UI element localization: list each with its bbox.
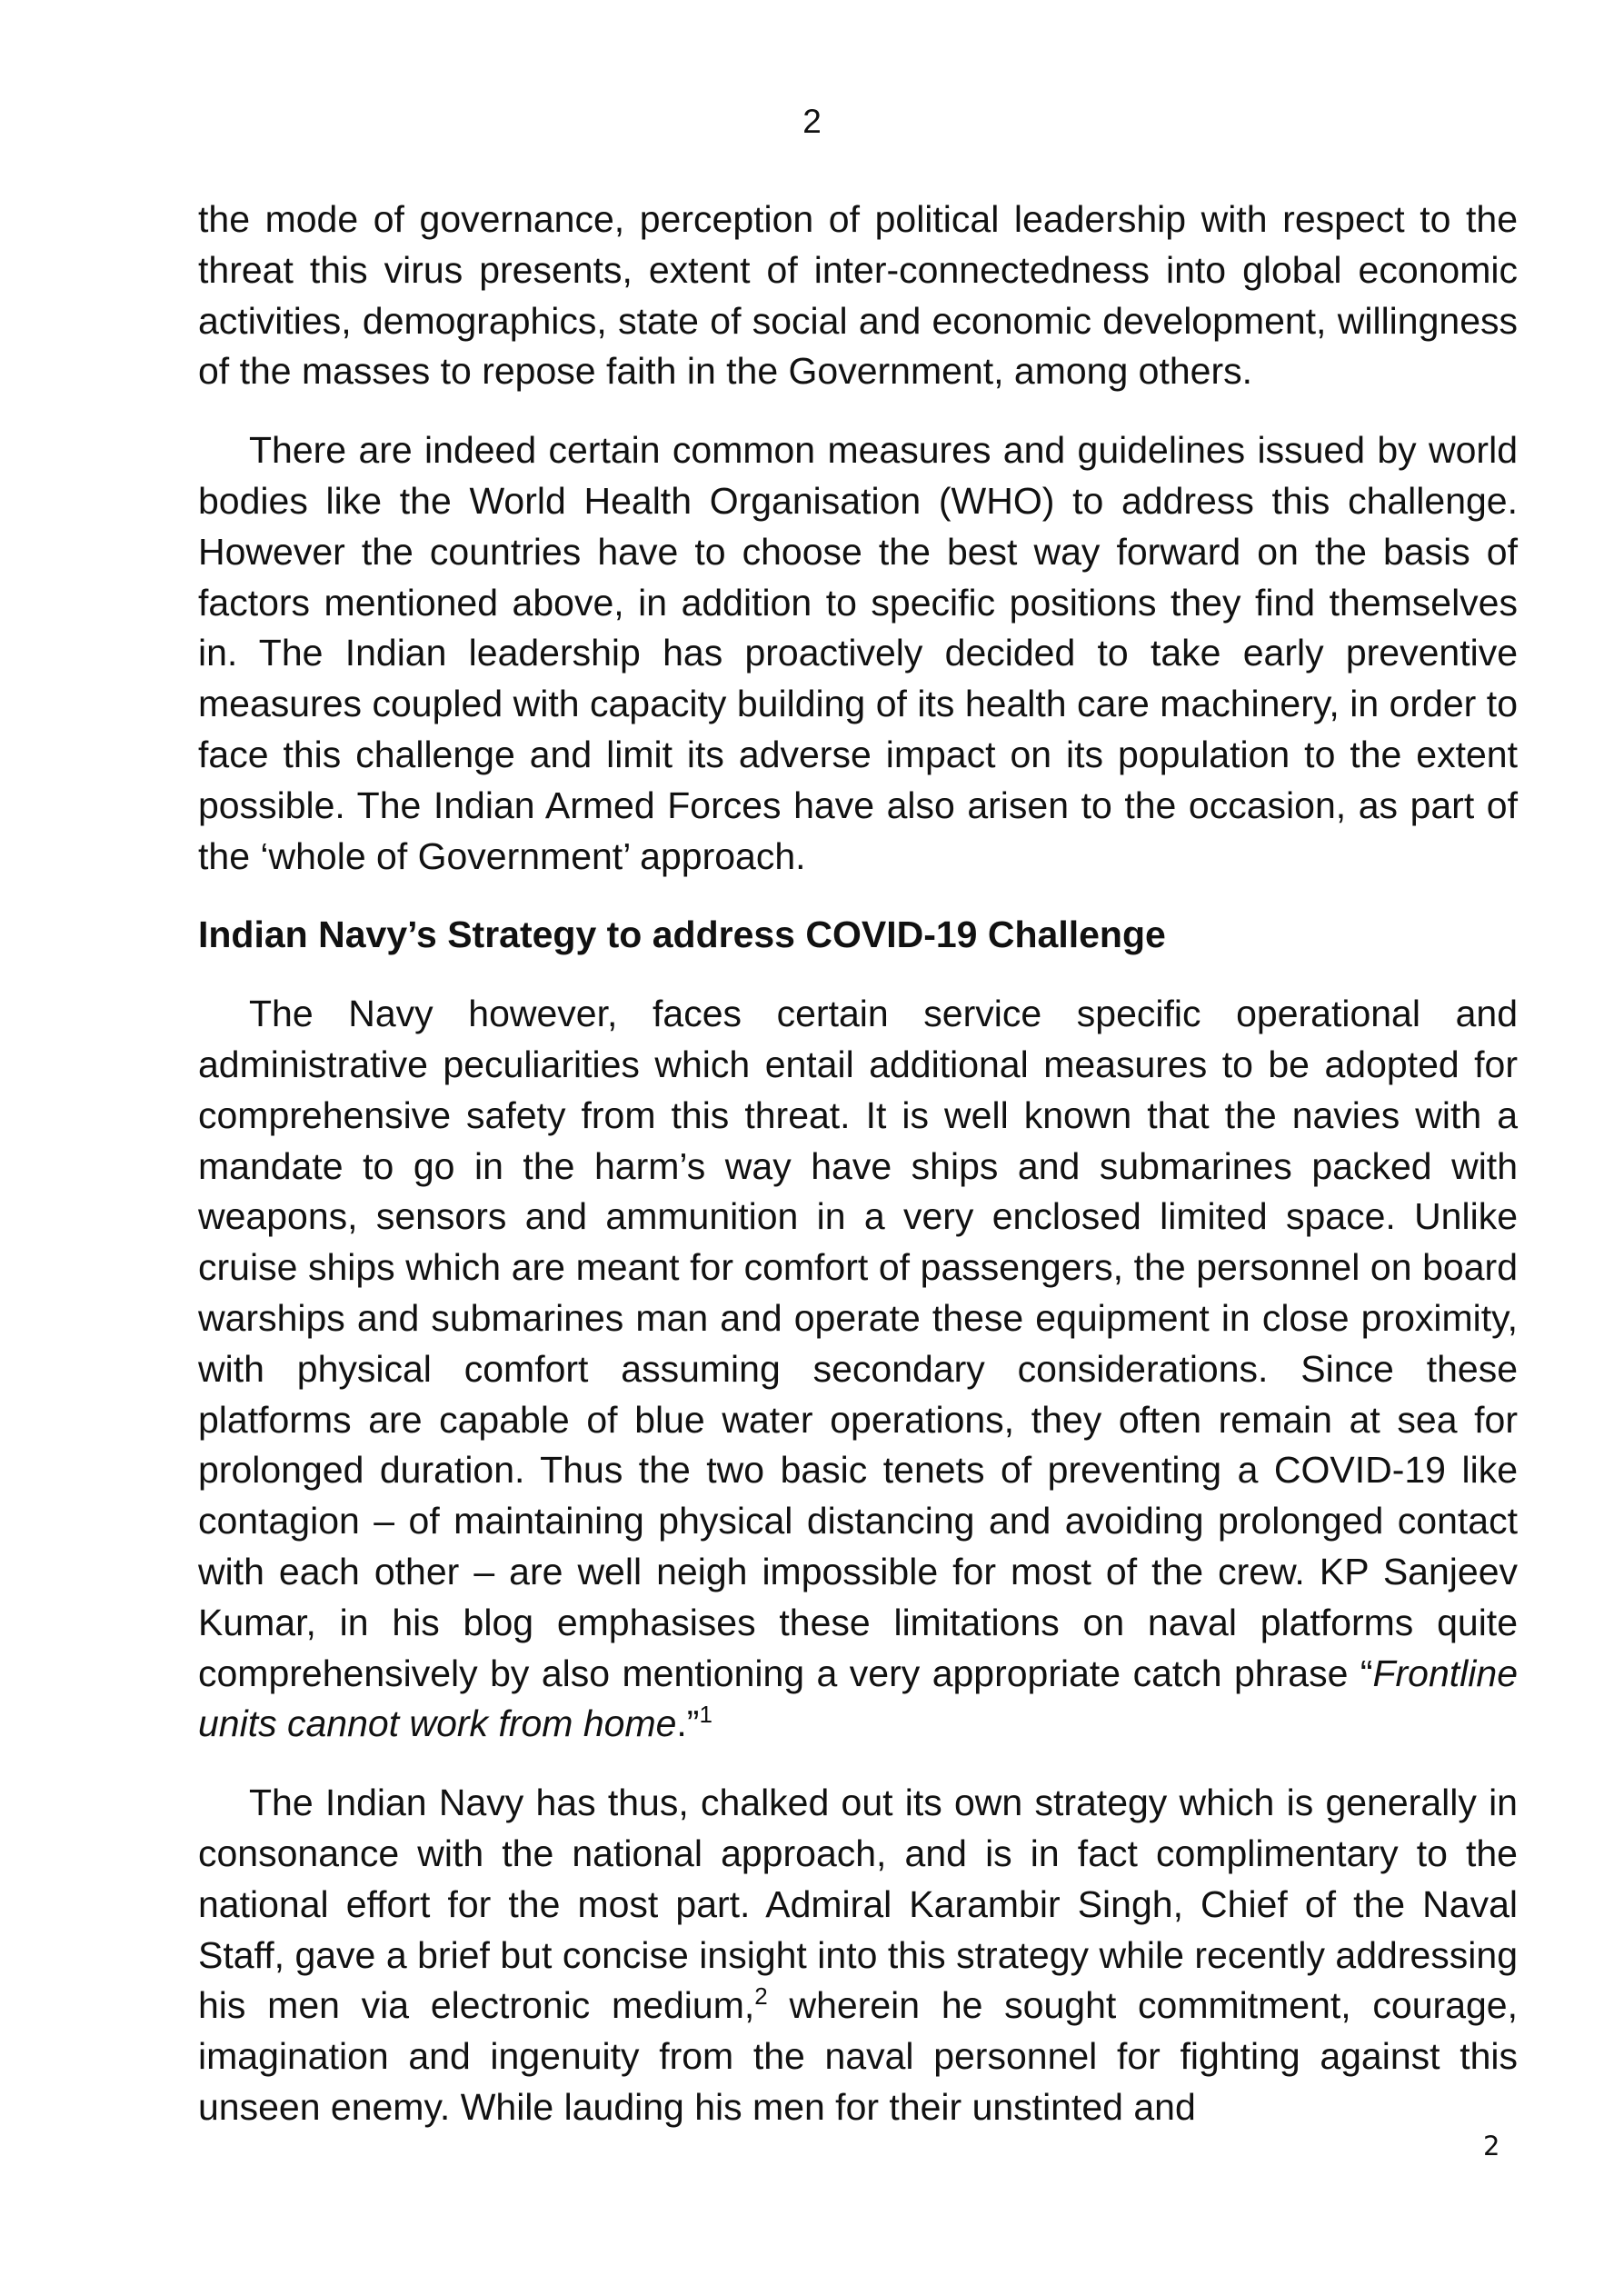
page-number-header: 2 xyxy=(802,103,822,140)
paragraph-strategy-text-start: The Indian Navy has thus, chalked out its own strategy which is generally in consonance with the national approach, and is in fact complimentary to the national effort for the most part. Admiral Karambir Singh, Chief of the Naval Staff, gave a brief but concise insight into this strategy while recently addressing his men via electronic medium, xyxy=(198,1782,1518,2027)
paragraph-strategy-text-end: wherein he sought commitment, courage, imagination and ingenuity from the naval personnel for fighting against this unseen enemy. While lauding his men for their unstinted and xyxy=(198,1984,1518,2128)
body-text xyxy=(198,195,1518,2161)
page-number-footer: 2 xyxy=(1483,2131,1500,2161)
paragraph-who-measures: There are indeed certain common measures and guidelines issued by world bodies like the World Health Organisation (WHO) to address this challenge. However the countries have to choose the best way forward on the basis of factors mentioned above, in addition to specific positions they find themselves in. The Indian leadership has proactively decided to take early preventive measures coupled with capacity building of its health care machinery, in order to face this challenge and limit its adverse impact on its population to the extent possible. The Indian Armed Forces have also arisen to the occasion, as part of the ‘whole of Government’ approach. xyxy=(198,429,1518,877)
paragraph-navy-text: The Navy however, faces certain service specific operational and administrative peculiarities which entail additional measures to be adopted for comprehensive safety from this threat. It is well known that the navies with a mandate to go in the harm’s way have ships and submarines packed with weapons, sensors and ammunition in a very enclosed limited space. Unlike cruise ships which are meant for comfort of passengers, the personnel on board warships and submarines man and operate these equipment in close proximity, with physical comfort assuming secondary considerations. Since these platforms are capable of blue water operations, they often remain at sea for prolonged duration. Thus the two basic tenets of preventing a COVID-19 like contagion – of maintaining physical distancing and avoiding prolonged contact with each other – are well neigh impossible for most of the crew. KP Sanjeev Kumar, in his blog emphasises these limitations on naval platforms quite comprehensively by also mentioning a very appropriate catch phrase xyxy=(198,993,1518,1694)
quote-close-mark: .” xyxy=(676,1702,700,1745)
catch-phrase-quote: Frontline units cannot work from home xyxy=(198,1652,1518,1745)
paragraph-navy-strategy xyxy=(198,1778,1518,2133)
quote-open-mark: “ xyxy=(1360,1652,1373,1694)
footnote-marker-1: 1 xyxy=(699,1701,712,1729)
paragraph-navy-peculiarities xyxy=(198,989,1518,1750)
paragraph-governance-factors: the mode of governance, perception of political leadership with respect to the threat this virus presents, extent of inter-connectedness into global economic activities, demographics, state of social and economic development, willingness of the masses to repose faith in the Government, among others. xyxy=(198,198,1518,393)
footnote-marker-2: 2 xyxy=(754,1982,768,2011)
section-heading: Indian Navy’s Strategy to address COVID-19 Challenge xyxy=(198,913,1166,956)
